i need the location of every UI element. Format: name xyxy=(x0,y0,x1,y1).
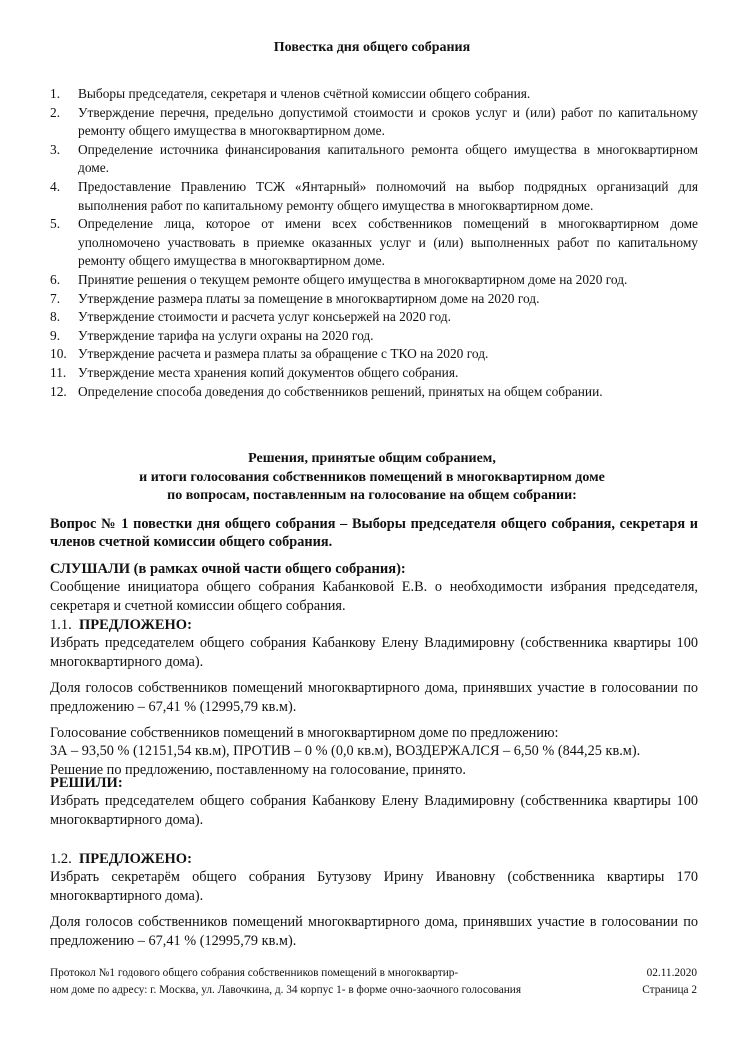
agenda-item xyxy=(50,308,698,327)
vote-result-text: ЗА – 93,50 % (12151,54 кв.м), ПРОТИВ – 0 % (0,0 кв.м), ВОЗДЕРЖАЛСЯ – 6,50 % (844,25 кв.м). xyxy=(50,743,641,760)
agenda-item-text: Утверждение места хранения копий документов общего собрания. xyxy=(78,364,459,380)
agenda-item-number: 3. xyxy=(50,141,61,157)
agenda-title: Повестка дня общего собрания xyxy=(273,40,471,55)
agenda-item xyxy=(50,383,698,402)
agenda-item-number: 11. xyxy=(50,364,67,380)
vote-intro-text: Голосование собственников помещений в многоквартирном доме по предложению: xyxy=(50,725,559,742)
agenda-item-text: Принятие решения о текущем ремонте общего имущества в многоквартирном доме на 2020 год. xyxy=(78,271,628,287)
agenda-item-text: Утверждение расчета и размера платы за обращение с ТКО на 2020 год. xyxy=(78,346,489,362)
decisions-title xyxy=(0,450,744,506)
agenda-item-text: Утверждение стоимости и расчета услуг консьержей на 2020 год. xyxy=(78,309,451,325)
agenda-item xyxy=(50,215,698,271)
footer-line: ном доме по адресу: г. Москва, ул. Лавочкина, д. 34 корпус 1- в форме очно-заочного голосования xyxy=(50,983,522,996)
agenda-item-text: Утверждение размера платы за помещение в многоквартирном доме на 2020 год. xyxy=(78,290,540,306)
agenda-item-number: 5. xyxy=(50,216,61,232)
agenda-item-number: 10. xyxy=(50,346,67,362)
agenda-item-text: Выборы председателя, секретаря и членов счётной комиссии общего собрания. xyxy=(78,86,531,101)
footer-page-info xyxy=(642,965,697,998)
proposal-text: Избрать председателем общего собрания Кабанкову Елену Владимировну (собственника квартиры 100 многоквартирного дома). xyxy=(50,635,698,670)
decision-accepted-text: Решение по предложению, поставленному на голосование, принято. xyxy=(50,761,466,778)
agenda-item-number: 7. xyxy=(50,290,61,306)
agenda-item-text: Определение способа доведения до собственников решений, принятых на общем собрании. xyxy=(78,383,603,399)
heard-text: Сообщение инициатора общего собрания Кабанковой Е.В. о необходимости избрания председателя, секретаря и счетной комиссии общего собрания. xyxy=(50,579,698,614)
decided-label: РЕШИЛИ: xyxy=(50,775,123,791)
agenda-item-number: 9. xyxy=(50,327,61,343)
decided-text: Избрать председателем общего собрания Кабанкову Елену Владимировну (собственника квартиры 100 многоквартирного дома). xyxy=(50,793,698,828)
agenda-item xyxy=(50,178,698,215)
proposal-1-2-section xyxy=(50,850,698,950)
proposal-1-1-section xyxy=(50,616,698,779)
agenda-item-number: 6. xyxy=(50,271,61,287)
proposal-number: 1.2. xyxy=(50,851,72,867)
agenda-item-text: Определение лица, которое от имени всех собственников помещений в многоквартирном доме уполномочено участвовать в приемке оказанных услуг и (или) выполненных работ по капитальному ремонту общего имущества в многоквартирном доме. xyxy=(78,216,698,269)
page-number: Страница 2 xyxy=(642,983,697,996)
agenda-item-text: Утверждение перечня, предельно допустимой стоимости и сроков услуг и (или) работ по капитальному ремонту общего имущества в многоквартирном доме. xyxy=(78,104,698,139)
agenda-list xyxy=(50,85,698,401)
agenda-item-text: Предоставление Правлению ТСЖ «Янтарный» полномочий на выбор подрядных организаций для выполнения работ по капитальному ремонту общего имущества в многоквартирном доме. xyxy=(78,178,698,213)
heard-section xyxy=(50,560,698,615)
proposal-1-1-heading xyxy=(50,616,698,634)
proposal-number: 1.1. xyxy=(50,617,72,633)
proposal-text: Избрать секретарём общего собрания Бутузову Ирину Ивановну (собственника квартиры 170 многоквартирного дома). xyxy=(50,869,698,904)
agenda-item xyxy=(50,290,698,309)
proposal-label: ПРЕДЛОЖЕНО: xyxy=(79,617,192,633)
question-1-title: Вопрос № 1 повестки дня общего собрания – Выборы председателя общего собрания, секретаря и членов счетной комиссии общего собрания. xyxy=(50,516,698,551)
decisions-title-line: Решения, принятые общим собранием, xyxy=(248,451,496,466)
agenda-item-number: 8. xyxy=(50,309,61,325)
agenda-item xyxy=(50,327,698,346)
vote-share-text: Доля голосов собственников помещений многоквартирного дома, принявших участие в голосовании по предложению – 67,41 % (12995,79 кв.м). xyxy=(50,680,698,715)
footer-date: 02.11.2020 xyxy=(646,967,697,979)
agenda-item-text: Утверждение тарифа на услуги охраны на 2020 год. xyxy=(78,327,374,343)
proposal-label: ПРЕДЛОЖЕНО: xyxy=(79,851,192,867)
agenda-item xyxy=(50,104,698,141)
agenda-item xyxy=(50,271,698,290)
decided-section xyxy=(50,774,698,829)
vote-share-text: Доля голосов собственников помещений многоквартирного дома, принявших участие в голосовании по предложению – 67,41 % (12995,79 кв.м). xyxy=(50,914,698,949)
agenda-item xyxy=(50,85,698,104)
agenda-item-number: 1. xyxy=(50,86,61,101)
heard-label: СЛУШАЛИ (в рамках очной части общего собрания): xyxy=(50,561,406,577)
agenda-item-text: Определение источника финансирования капитального ремонта общего имущества в многоквартирном доме. xyxy=(78,141,698,176)
agenda-item-number: 12. xyxy=(50,383,67,399)
agenda-item-number: 2. xyxy=(50,104,61,120)
agenda-item-number: 4. xyxy=(50,178,61,194)
footer-line: Протокол №1 годового общего собрания собственников помещений в многоквартир- xyxy=(50,967,459,979)
decisions-title-line: и итоги голосования собственников помещений в многоквартирном доме xyxy=(139,469,605,485)
decisions-title-line: по вопросам, поставленным на голосование на общем собрании: xyxy=(167,488,577,503)
agenda-item xyxy=(50,345,698,364)
proposal-1-2-heading xyxy=(50,850,698,868)
agenda-item xyxy=(50,141,698,178)
footer-protocol-info xyxy=(50,965,580,998)
agenda-item xyxy=(50,364,698,383)
